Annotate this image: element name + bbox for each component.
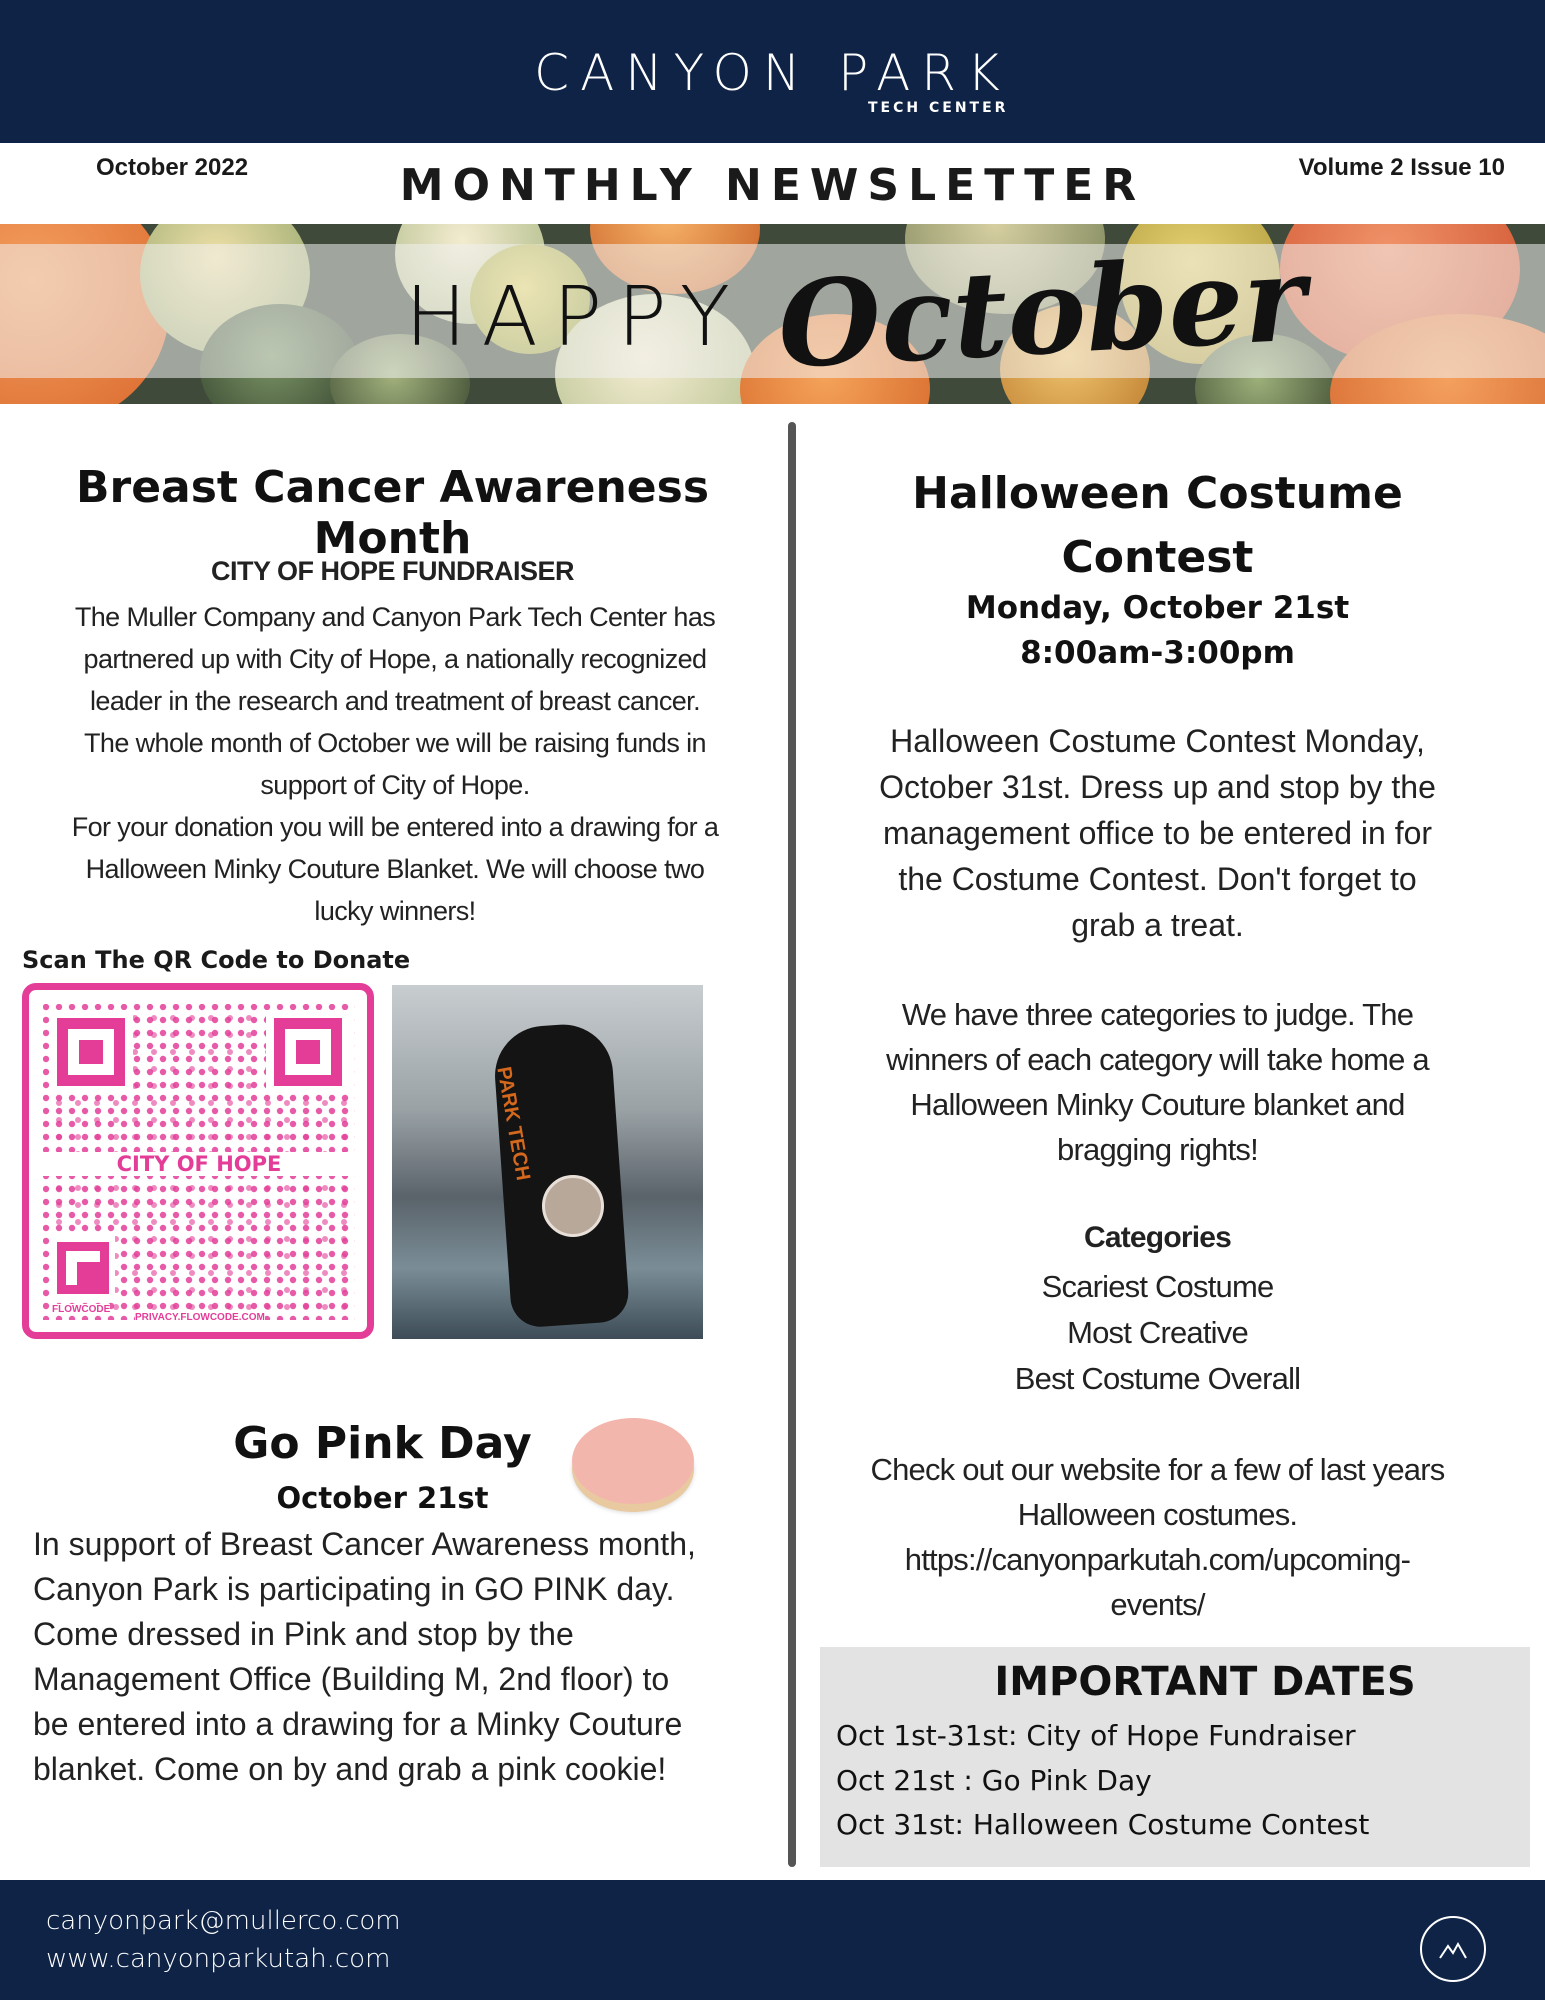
fundraiser-paragraph [20, 596, 770, 932]
donate-qr-code[interactable] [22, 983, 374, 1339]
issue-number: Volume 2 Issue 10 [1298, 154, 1505, 181]
website-link[interactable]: https://canyonparkutah.com/upcoming- [904, 1542, 1411, 1577]
qr-url: PRIVACY.FLOWCODE.COM [135, 1312, 265, 1323]
fundraiser-line: For your donation you will be entered into a drawing for a [71, 812, 719, 842]
blanket-tag [542, 1175, 604, 1237]
halloween-judging-line: Halloween Minky Couture blanket and [910, 1087, 1405, 1122]
halloween-judging [840, 992, 1475, 1172]
qr-caption: CITY OF HOPE [29, 1152, 369, 1176]
important-date-item: Oct 1st-31st: City of Hope Fundraiser [836, 1719, 1356, 1752]
fundraiser-line: partnered up with City of Hope, a nationally recognized [83, 644, 707, 674]
halloween-intro-line: Halloween Costume Contest Monday, [890, 723, 1425, 759]
qr-label: Scan The QR Code to Donate [22, 946, 411, 974]
go-pink-title: Go Pink Day [233, 1418, 532, 1469]
brand-name: CANYON PARK [534, 44, 1011, 102]
qr-finder-top-left [57, 1018, 125, 1086]
go-pink-date: October 21st [276, 1481, 489, 1515]
fundraiser-line: lucky winners! [314, 896, 476, 926]
footer-bar [0, 1880, 1545, 2000]
blanket-embroidery: PARK TECH [492, 1065, 535, 1183]
banner-happy-text: HAPPY [405, 270, 745, 365]
fundraiser-line: The whole month of October we will be raising funds in [84, 728, 706, 758]
minky-blanket-photo [392, 985, 703, 1339]
go-pink-line: Come dressed in Pink and stop by the [33, 1616, 574, 1652]
website-note-line: Check out our website for a few of last years [870, 1452, 1445, 1487]
halloween-intro-line: management office to be entered in for [882, 815, 1433, 851]
website-note-line: Halloween costumes. [1017, 1497, 1298, 1532]
halloween-intro-line: grab a treat. [1071, 907, 1244, 943]
halloween-date [830, 586, 1485, 676]
fundraiser-line: The Muller Company and Canyon Park Tech Center has [74, 602, 716, 632]
halloween-intro-line: the Costume Contest. Don't forget to [898, 861, 1417, 897]
halloween-title-line: Contest [1061, 532, 1254, 583]
qr-finder-bottom-left [57, 1242, 109, 1294]
go-pink-line: Canyon Park is participating in GO PINK day. [33, 1571, 675, 1607]
fundraiser-heading: CITY OF HOPE FUNDRAISER [210, 556, 575, 586]
halloween-judging-line: winners of each category will take home a [886, 1042, 1429, 1077]
column-divider [788, 422, 796, 1867]
issue-date: October 2022 [96, 154, 249, 181]
important-dates-title: IMPORTANT DATES [994, 1659, 1416, 1705]
important-dates-box [820, 1647, 1530, 1867]
fundraiser-line: Halloween Minky Couture Blanket. We will choose two [85, 854, 705, 884]
website-link[interactable]: events/ [1110, 1587, 1205, 1622]
halloween-intro [840, 718, 1475, 948]
breast-cancer-title: Breast Cancer Awareness Month [75, 462, 710, 564]
fundraiser-line: support of City of Hope. [260, 770, 530, 800]
halloween-time-line: 8:00am-3:00pm [1020, 635, 1295, 671]
go-pink-line: blanket. Come on by and grab a pink cookie! [33, 1751, 667, 1787]
important-date-item: Oct 21st : Go Pink Day [836, 1764, 1152, 1797]
qr-brand: FLOWCODE [52, 1304, 111, 1315]
category-item: Best Costume Overall [1014, 1361, 1301, 1396]
pink-cookie-icon [572, 1418, 694, 1504]
header-bar [0, 0, 1545, 143]
halloween-title-line: Halloween Costume [912, 468, 1403, 519]
category-item: Most Creative [1067, 1315, 1248, 1350]
brand-subtitle: TECH CENTER [868, 100, 1009, 116]
banner-overlay [0, 244, 1545, 378]
categories-list [840, 1264, 1475, 1402]
halloween-intro-line: October 31st. Dress up and stop by the [879, 769, 1436, 805]
october-banner [0, 224, 1545, 404]
halloween-website-note [840, 1447, 1475, 1627]
go-pink-line: Management Office (Building M, 2nd floor) to [33, 1661, 670, 1697]
important-date-item: Oct 31st: Halloween Costume Contest [836, 1808, 1370, 1841]
go-pink-paragraph [33, 1522, 763, 1792]
halloween-judging-line: bragging rights! [1057, 1132, 1258, 1167]
halloween-title [830, 462, 1485, 590]
halloween-date-line: Monday, October 21st [965, 590, 1350, 626]
category-item: Scariest Costume [1041, 1269, 1274, 1304]
mountain-logo-icon [1420, 1916, 1486, 1982]
go-pink-line: be entered into a drawing for a Minky Couture [33, 1706, 683, 1742]
footer-email[interactable]: canyonpark@mullerco.com [46, 1906, 401, 1936]
banner-october-script: October [774, 228, 1309, 395]
fundraiser-line: leader in the research and treatment of breast cancer. [90, 686, 700, 716]
go-pink-line: In support of Breast Cancer Awareness month, [33, 1526, 696, 1562]
footer-website[interactable]: www.canyonparkutah.com [46, 1944, 391, 1974]
halloween-judging-line: We have three categories to judge. The [901, 997, 1414, 1032]
categories-heading: Categories [1083, 1221, 1232, 1254]
qr-finder-top-right [274, 1018, 342, 1086]
newsletter-title: MONTHLY NEWSLETTER [399, 160, 1146, 211]
mountain-logo-svg [1422, 1918, 1484, 1980]
